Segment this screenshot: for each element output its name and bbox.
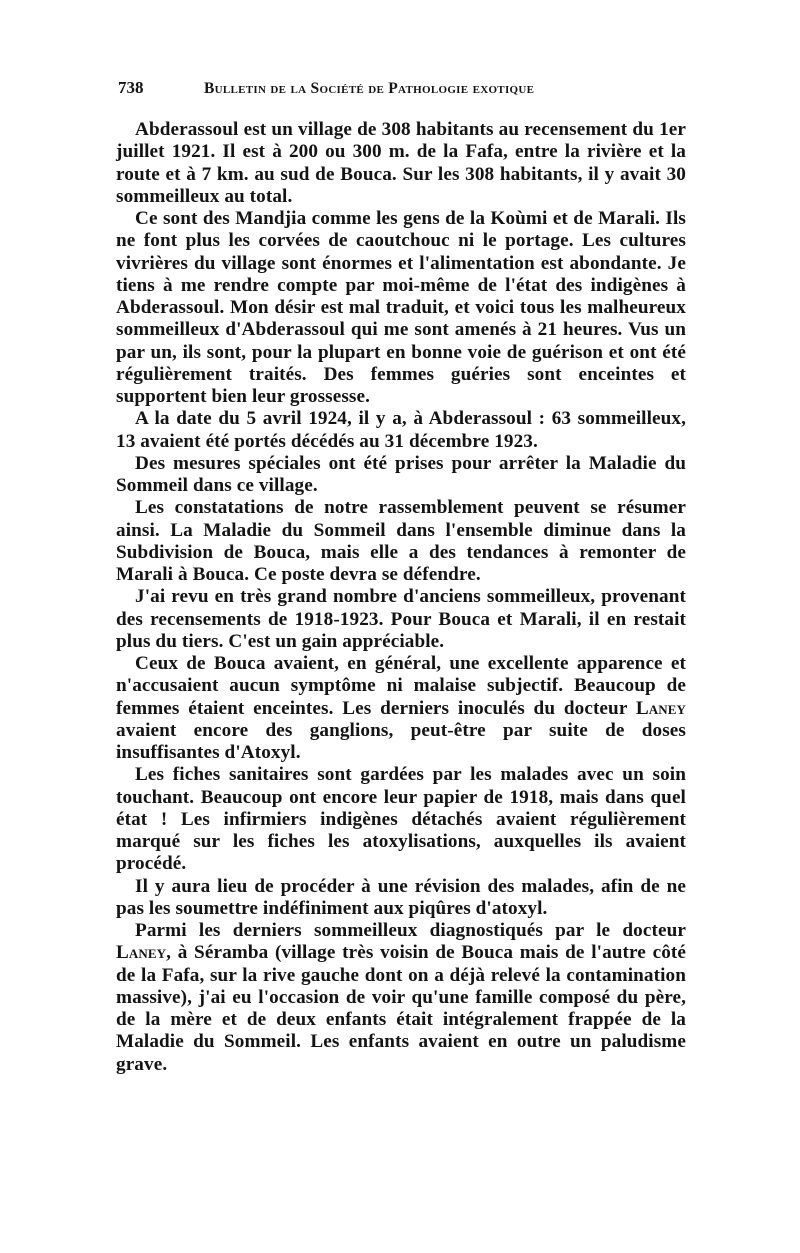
paragraph-patient-review: Il y aura lieu de procéder à une révision des malades, afin de ne pas les soumettre indéfiniment aux piqûres d'atoxyl.	[116, 875, 686, 919]
paragraph-text-after: , à Séramba (village très voisin de Bouca mais de l'autre côté de la Fafa, sur la rive gauche dont on a déjà relevé la contamination massive), j'ai eu l'occasion de voir qu'une famille composé du père, de la mère et de deux enfants était intégralement frappée de la Maladie du Sommeil. Les enfants avaient en outre un paludisme grave.	[116, 942, 686, 1075]
author-name-laney: Laney	[635, 697, 686, 719]
paragraph-text-before: Ceux de Bouca avaient, en général, une excellente apparence et n'accusaient aucun symptôme ni malaise subjectif. Beaucoup de femmes étaient enceintes. Les derniers inoculés du docteur	[116, 653, 686, 719]
author-name-laney: Laney	[116, 942, 167, 964]
page-number: 738	[118, 78, 144, 97]
paragraph-health-records: Les fiches sanitaires sont gardées par les malades avec un soin touchant. Beaucoup ont encore leur papier de 1918, mais dans quel état ! Les infirmiers indigènes détachés avaient régulièrement marqué sur les fiches les atoxylisations, auxquelles ils avaient procédé.	[116, 764, 686, 875]
paragraph-text-after: avaient encore des ganglions, peut-être par suite de doses insuffisantes d'Atoxyl.	[116, 719, 686, 763]
journal-title: Bulletin de la Société de Pathologie exotique	[204, 80, 535, 97]
paragraph-abderassoul-village: Abderassoul est un village de 308 habitants au recensement du 1er juillet 1921. Il est à 200 ou 300 m. de la Fafa, entre la rivière et la route et à 7 km. au sud de Bouca. Sur les 308 habitants, il y avait 30 sommeilleux au total.	[116, 119, 686, 207]
paragraph-former-sleepers: J'ai revu en très grand nombre d'anciens sommeilleux, provenant des recensements de 1918-1923. Pour Bouca et Marali, il en restait plus du tiers. C'est un gain appréciable.	[116, 586, 686, 652]
running-head	[118, 76, 678, 100]
paragraph-special-measures: Des mesures spéciales ont été prises pour arrêter la Maladie du Sommeil dans ce village.	[116, 452, 686, 496]
paragraph-findings-summary: Les constatations de notre rassemblement peuvent se résumer ainsi. La Maladie du Sommeil dans l'ensemble diminue dans la Subdivision de Bouca, mais elle a des tendances à remonter de Marali à Bouca. Ce poste devra se défendre.	[116, 497, 686, 585]
article-body	[116, 119, 686, 1076]
paragraph-text-before: Parmi les derniers sommeilleux diagnostiqués par le docteur	[135, 920, 686, 941]
paragraph-mandjia-population: Ce sont des Mandjia comme les gens de la Koùmi et de Marali. Ils ne font plus les corvées de caoutchouc ni le portage. Les cultures vivrières du village sont énormes et l'alimentation est abondante. Je tiens à me rendre compte par moi-même de l'état des indigènes à Abderassoul. Mon désir est mal traduit, et voici tous les malheureux sommeilleux d'Abderassoul qui me sont amenés à 21 heures. Vus un par un, ils sont, pour la plupart en bonne voie de guérison et ont été régulièrement traités. Des femmes guéries sont enceintes et supportent bien leur grossesse.	[116, 208, 686, 407]
paragraph-bouca-condition	[116, 653, 686, 764]
paragraph-april-count: A la date du 5 avril 1924, il y a, à Abderassoul : 63 sommeilleux, 13 avaient été portés décédés au 31 décembre 1923.	[116, 408, 686, 452]
paragraph-seramba-family	[116, 920, 686, 1076]
